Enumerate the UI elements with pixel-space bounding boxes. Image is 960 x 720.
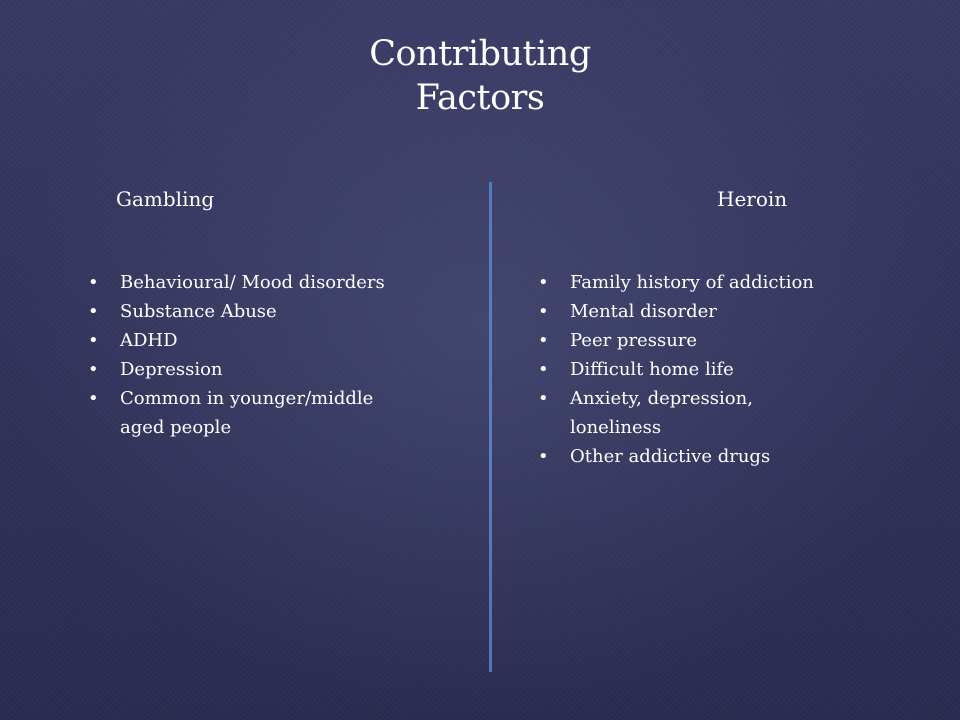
list-item: • Peer pressure [538, 326, 898, 355]
heroin-heading: Heroin [717, 187, 788, 211]
list-item: • Difficult home life [538, 355, 898, 384]
list-item: • Mental disorder [538, 297, 898, 326]
list-item: • Depression [88, 355, 448, 384]
list-item: • Family history of addiction [538, 268, 898, 297]
list-item: • Behavioural/ Mood disorders [88, 268, 448, 297]
list-item: • Substance Abuse [88, 297, 448, 326]
list-item: • Other addictive drugs [538, 442, 898, 471]
list-item: • ADHD [88, 326, 448, 355]
gambling-heading: Gambling [116, 187, 215, 211]
column-divider [489, 182, 492, 672]
title-line-2: Factors [415, 78, 545, 118]
list-item: • Anxiety, depression, loneliness [538, 384, 820, 442]
title-line-1: Contributing [369, 34, 591, 74]
slide-title [0, 32, 960, 120]
heroin-factors-list [538, 268, 898, 471]
gambling-factors-list [88, 268, 448, 442]
list-item: • Common in younger/middle aged people [88, 384, 420, 442]
